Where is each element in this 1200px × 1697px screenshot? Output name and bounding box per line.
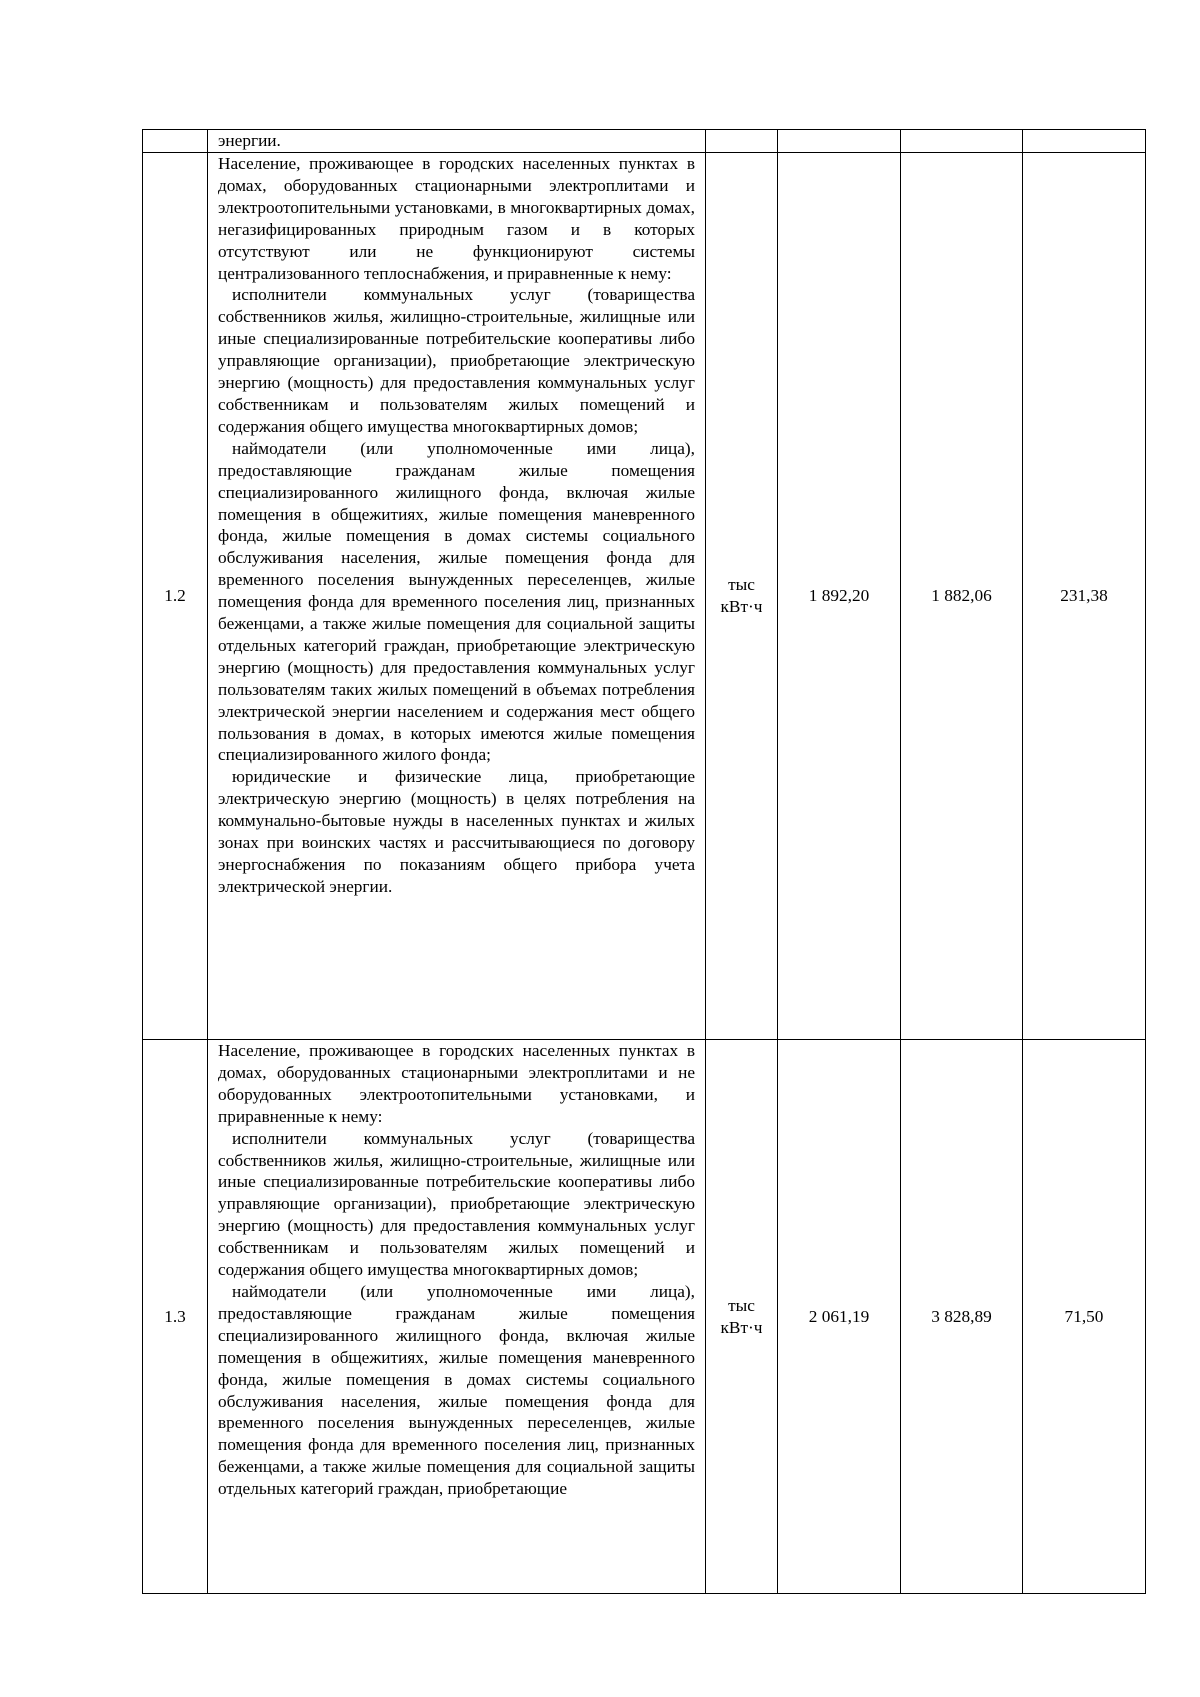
row-value-2: 3 828,89: [901, 1040, 1023, 1594]
row-unit: [706, 153, 778, 1040]
table-row: [143, 153, 1146, 1040]
row-description: [208, 1040, 706, 1594]
description-paragraph: Население, проживающее в городских населенных пунктах в домах, оборудованных стационарными электроплитами и не оборудованных электроотопительными установками, и приравненные к нему:: [218, 1041, 695, 1126]
unit-line: кВт·ч: [720, 597, 763, 616]
row-unit: [706, 1040, 778, 1594]
row-value-3: [1023, 130, 1146, 153]
description-paragraph: Население, проживающее в городских населенных пунктах в домах, оборудованных стационарными электроплитами и электроотопительными установками, в многоквартирных домах, негазифицированных природным газом и в которых отсутствуют или не функционируют системы централизованного теплоснабжения, и приравненные к нему:: [218, 154, 695, 283]
row-value-2: 1 882,06: [901, 153, 1023, 1040]
unit-line: тыс: [728, 575, 755, 595]
description-paragraph: исполнители коммунальных услуг (товарищества собственников жилья, жилищно-строительные, жилищные или иные специализированные потребительские кооперативы либо управляющие организации), приобретающие электрическую энергию (мощность) для предоставления коммунальных услуг собственникам и пользователям жилых помещений и содержания общего имущества многоквартирных домов;: [218, 285, 695, 436]
table-row: [143, 130, 1146, 153]
description-paragraph: юридические и физические лица, приобретающие электрическую энергию (мощность) в целях потребления на коммунально-бытовые нужды в населенных пунктах и жилых зонах при воинских частях и рассчитывающиеся по договору энергоснабжения по показаниям общего прибора учета электрической энергии.: [218, 767, 695, 896]
description-paragraph: наймодатели (или уполномоченные ими лица), предоставляющие гражданам жилые помещения специализированного жилищного фонда, включая жилые помещения в общежитиях, жилые помещения маневренного фонда, жилые помещения в домах системы социального обслуживания населения, жилые помещения фонда для временного поселения вынужденных переселенцев, жилые помещения фонда для временного поселения лиц, признанных беженцами, а также жилые помещения для социальной защиты отдельных категорий граждан, приобретающие: [218, 1281, 695, 1499]
unit-line: тыс: [728, 1295, 755, 1315]
row-value-2: [901, 130, 1023, 153]
row-description: [208, 153, 706, 1040]
row-unit: [706, 130, 778, 153]
description-paragraph: энергии.: [218, 131, 281, 150]
description-paragraph: исполнители коммунальных услуг (товарищества собственников жилья, жилищно-строительные, жилищные или иные специализированные потребительские кооперативы либо управляющие организации), приобретающие электрическую энергию (мощность) для предоставления коммунальных услуг собственникам и пользователям жилых помещений и содержания общего имущества многоквартирных домов;: [218, 1128, 695, 1280]
row-description: [208, 130, 706, 153]
row-value-1: [778, 130, 901, 153]
row-value-1: 1 892,20: [778, 153, 901, 1040]
table-row: [143, 1040, 1146, 1594]
row-value-1: 2 061,19: [778, 1040, 901, 1594]
row-number: 1.3: [143, 1040, 208, 1594]
description-paragraph: наймодатели (или уполномоченные ими лица), предоставляющие гражданам жилые помещения специализированного жилищного фонда, включая жилые помещения в общежитиях, жилые помещения маневренного фонда, жилые помещения в домах системы социального обслуживания населения, жилые помещения фонда для временного поселения вынужденных переселенцев, жилые помещения фонда для временного поселения лиц, признанных беженцами, а также жилые помещения для социальной защиты отдельных категорий граждан, приобретающие электрическую энергию (мощность) для предоставления коммунальных услуг пользователям таких жилых помещений в объемах потребления электрической энергии населением и содержания мест общего пользования в домах, в которых имеются жилые помещения специализированного жилого фонда;: [218, 438, 695, 765]
unit-line: кВт·ч: [720, 1317, 763, 1337]
row-number: 1.2: [143, 153, 208, 1040]
row-value-3: 71,50: [1023, 1040, 1146, 1594]
row-value-3: 231,38: [1023, 153, 1146, 1040]
row-number: [143, 130, 208, 153]
tariff-table: [142, 129, 1146, 1594]
